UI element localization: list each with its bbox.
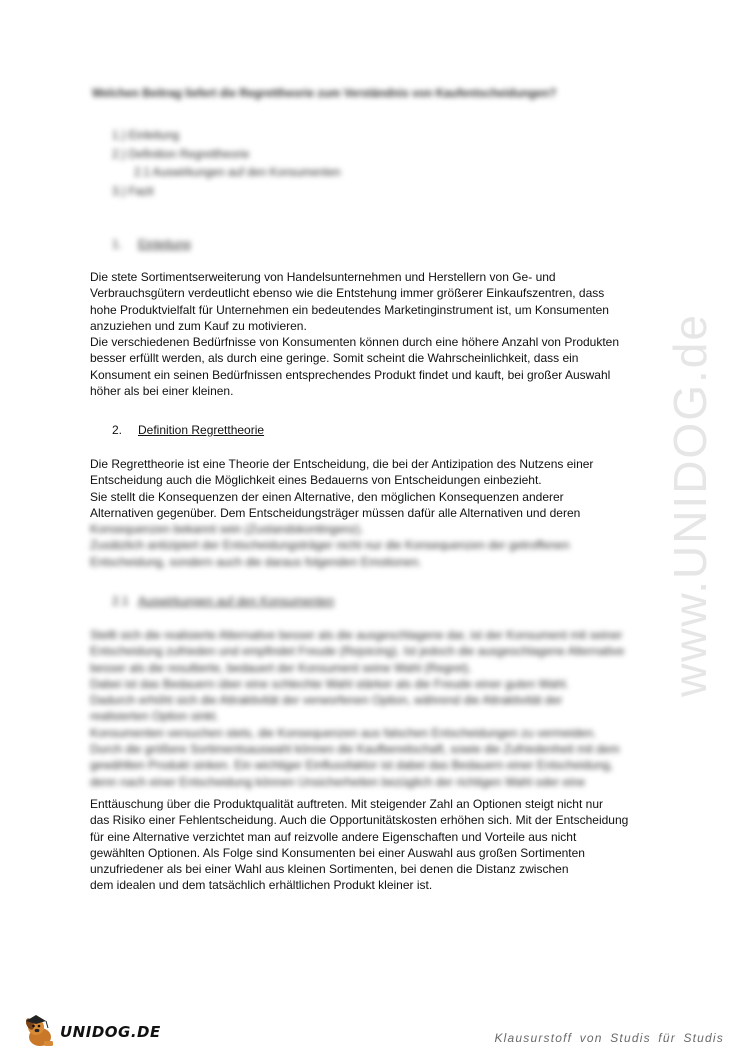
section-heading-introduction <box>112 237 191 251</box>
footer-brand: UNIDOG.DE <box>60 1023 161 1041</box>
watermark-text: www.UNIDOG.de <box>664 313 716 697</box>
document-title: Welchen Beitrag liefert die Regrettheorie zum Verständnis von Kaufentscheidungen? <box>92 88 557 100</box>
section-heading-definition <box>112 423 264 437</box>
text-line: Die verschiedenen Bedürfnisse von Konsumenten können durch eine höhere Anzahl von Produkten <box>90 335 620 350</box>
text-line: unzufriedener als bei einer Wahl aus kleinen Sortimenten, bei denen die Distanz zwischen <box>90 862 569 877</box>
definition-paragraph <box>90 456 690 521</box>
toc-item: 3.) Fazit <box>112 185 154 198</box>
section-number: 2.1 <box>112 594 129 608</box>
text-line: anzuziehen und zum Kauf zu motivieren. <box>90 318 307 333</box>
section-number: 1. <box>112 237 123 251</box>
text-line: realisierten Option sinkt. <box>90 709 219 724</box>
toc-item: 1.) Einleitung <box>112 130 180 142</box>
definition-paragraph-blurred <box>90 521 690 570</box>
footer-slogan: Klausurstoff von Studis für Studis <box>494 1031 724 1045</box>
effects-paragraph <box>90 796 690 894</box>
section-number: 2. <box>112 423 123 437</box>
text-line: Durch die größere Sortimentsauswahl können die Kaufbereitschaft, sowie die Zufriedenheit mit dem <box>90 742 620 757</box>
text-line: Dadurch erhöht sich die Attraktivität der verworfenen Option, während die Attraktivität der <box>90 693 563 708</box>
table-of-contents <box>112 127 341 201</box>
text-line: Zusätzlich antizipiert der Entscheidungsträger nicht nur die Konsequenzen der getroffenen <box>90 538 570 553</box>
text-line: dem idealen und dem tatsächlich erhältlichen Produkt kleiner ist. <box>90 878 433 893</box>
text-line: Entscheidung, sondern auch die daraus folgenden Emotionen. <box>90 554 422 569</box>
text-line: Konsument ein seinen Bedürfnissen entsprechendes Produkt findet und kauft, bei großer Auswahl <box>90 367 611 382</box>
text-line: hohe Produktvielfalt für Unternehmen ein bedeutendes Marketinginstrument ist, um Konsumenten <box>90 302 609 317</box>
text-line: Verbrauchsgütern verdeutlicht ebenso wie die Entstehung immer größerer Einkaufszentren, dass <box>90 286 605 301</box>
text-line: Die stete Sortimentserweiterung von Handelsunternehmen und Herstellern von Ge- und <box>90 270 556 284</box>
text-line: für eine Alternative verzichtet man auf reizvolle andere Eigenschaften und Vorteile aus nicht <box>90 829 577 844</box>
footer-logo <box>22 1015 161 1049</box>
text-line: Konsequenzen bekannt sein (Zustandskontingenz). <box>90 522 364 536</box>
text-line: das Risiko einer Fehlentscheidung. Auch die Opportunitätskosten erhöhen sich. Mit der Entscheidung <box>90 813 629 828</box>
text-line: Die Regrettheorie ist eine Theorie der Entscheidung, die bei der Antizipation des Nutzens einer <box>90 457 594 471</box>
text-line: gewählten Optionen. Als Folge sind Konsumenten bei einer Auswahl aus großen Sortimenten <box>90 845 585 860</box>
watermark <box>664 275 736 735</box>
text-line: Enttäuschung über die Produktqualität auftreten. Mit steigender Zahl an Optionen steigt nicht nur <box>90 797 603 811</box>
text-line: besser erfüllt werden, als durch eine geringe. Somit scheint die Wahrscheinlichkeit, dass ein <box>90 351 579 366</box>
text-line: Konsumenten versuchen stets, die Konsequenzen aus falschen Entscheidungen zu vermeiden. <box>90 725 597 740</box>
introduction-paragraph <box>90 269 690 399</box>
effects-paragraph-blurred <box>90 627 690 790</box>
toc-item: 2.) Definition Regrettheorie <box>112 148 250 161</box>
text-line: gewählten Produkt sinken. Ein wichtiger Einflussfaktor ist dabei das Bedauern einer Entscheidung, <box>90 758 613 773</box>
dog-mascot-icon <box>22 1015 58 1049</box>
text-line: Dabei ist das Bedauern über eine schlechte Wahl stärker als die Freude einer guten Wahl. <box>90 676 569 691</box>
text-line: Entscheidung zufrieden und empfindet Freude (Rejoicing). Ist jedoch die ausgeschlagene Alternative <box>90 644 625 659</box>
text-line: Sie stellt die Konsequenzen der einen Alternative, den möglichen Konsequenzen anderer <box>90 489 564 504</box>
text-line: Alternativen gegenüber. Dem Entscheidungsträger müssen dafür alle Alternativen und deren <box>90 505 581 520</box>
text-line: Stellt sich die realisierte Alternative besser als die ausgeschlagene dar, ist der Konsument mit seiner <box>90 628 623 642</box>
section-title: Auswirkungen auf den Konsumenten <box>138 594 335 608</box>
section-title: Einleitung <box>138 237 191 251</box>
section-heading-effects <box>112 594 334 608</box>
toc-item: 2.1 Auswirkungen auf den Konsumenten <box>134 167 341 179</box>
text-line: höher als bei einer kleinen. <box>90 384 234 399</box>
section-title: Definition Regrettheorie <box>138 423 265 437</box>
text-line: denn nach einer Entscheidung können Unsicherheiten bezüglich der richtigen Wahl oder eine <box>90 774 586 789</box>
text-line: Entscheidung auch die Möglichkeit eines Bedauerns von Entscheidungen einbezieht. <box>90 473 542 488</box>
text-line: besser als die resultierte, bedauert der Konsument seine Wahl (Regret). <box>90 660 472 675</box>
